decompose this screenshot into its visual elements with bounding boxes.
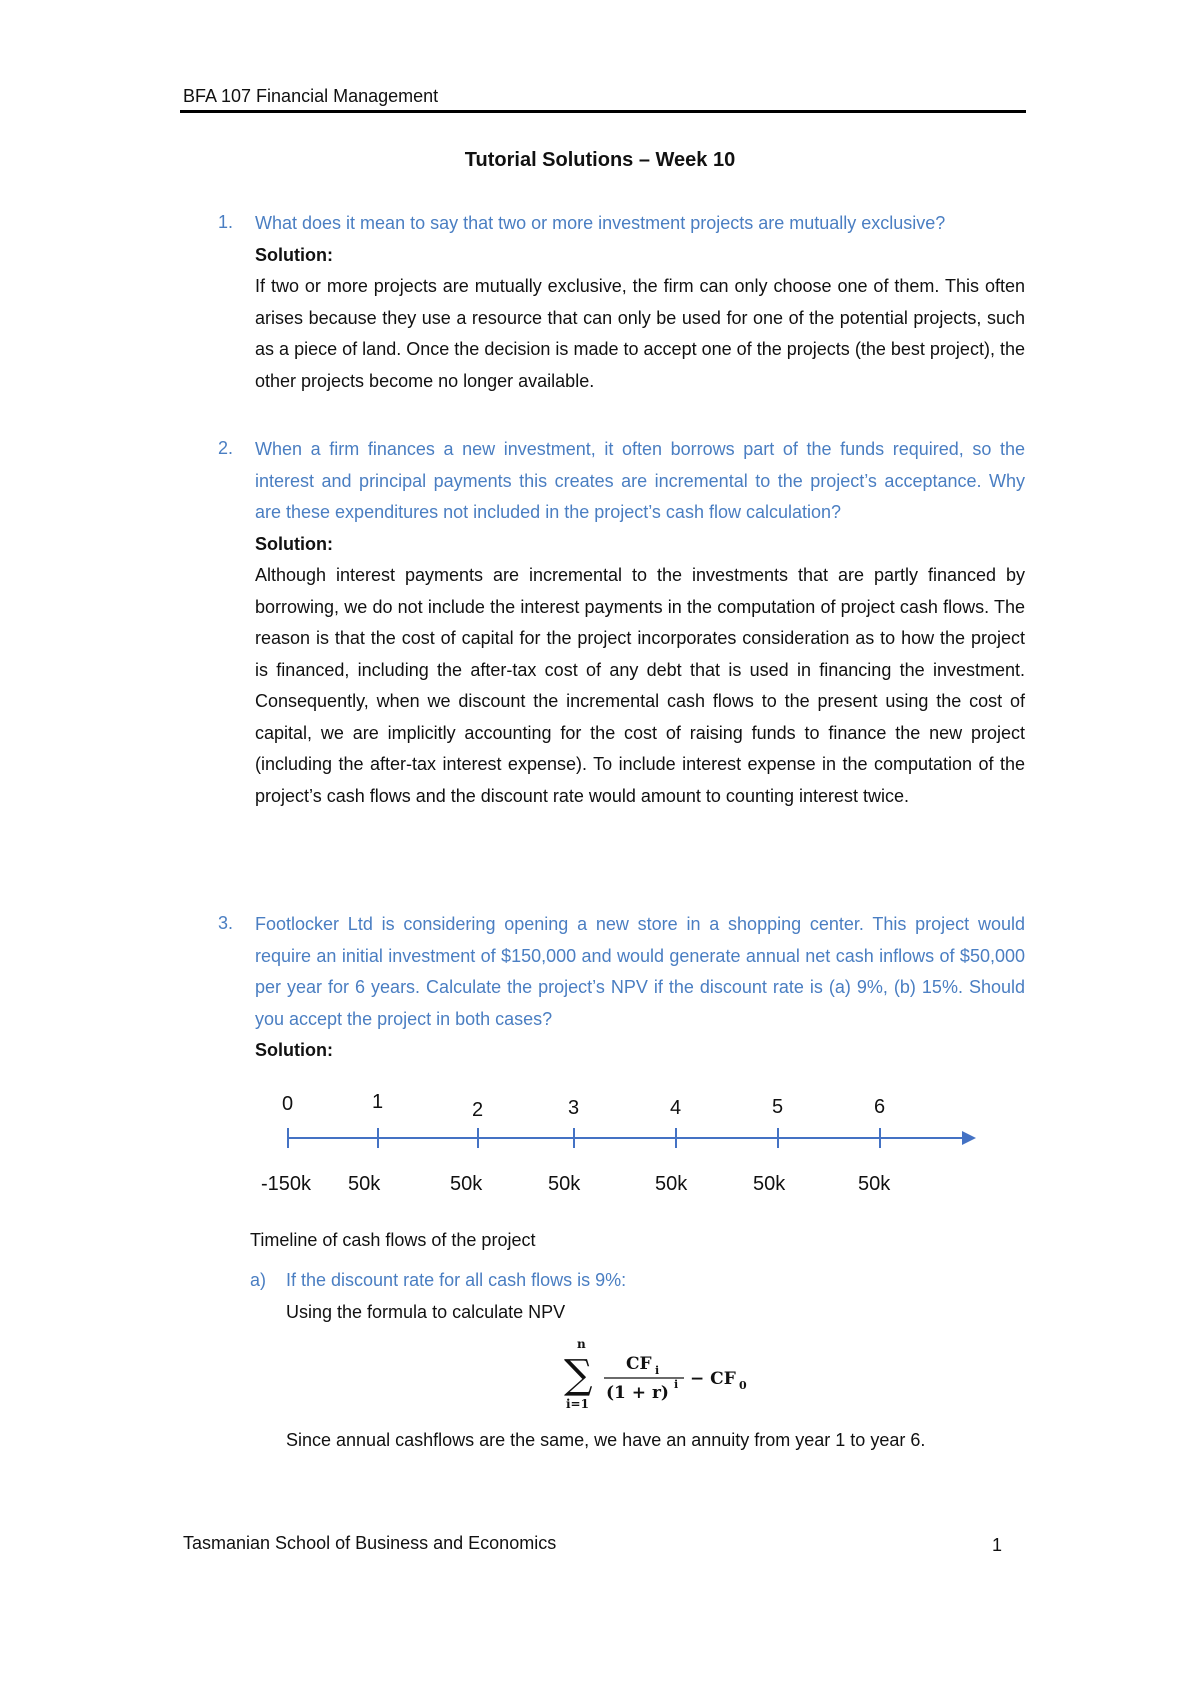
question-1-solution-label: Solution: <box>255 244 333 265</box>
formula-denominator: (1 + r) <box>606 1383 669 1403</box>
timeline-cashflow-6: 50k <box>858 1173 891 1195</box>
timeline-cashflow-0: -150k <box>261 1173 312 1195</box>
timeline-period-2: 2 <box>472 1099 484 1121</box>
timeline-period-1: 1 <box>372 1091 384 1113</box>
annuity-note: Since annual cashflows are the same, we have an annuity from year 1 to year 6. <box>286 1430 926 1450</box>
formula-minus-term: − CF <box>690 1369 736 1389</box>
formula-denominator-sup: i <box>674 1378 679 1391</box>
page-title: Tutorial Solutions – Week 10 <box>464 149 736 171</box>
timeline-period-3: 3 <box>568 1097 580 1119</box>
timeline-cashflow-4: 50k <box>655 1173 688 1195</box>
timeline-caption: Timeline of cash flows of the project <box>250 1230 536 1250</box>
part-a-question: If the discount rate for all cash flows is 9%: <box>286 1270 627 1290</box>
timeline-cashflow-5: 50k <box>753 1173 786 1195</box>
timeline-cashflow-1: 50k <box>348 1173 381 1195</box>
header-course-title: BFA 107 Financial Management <box>183 86 439 106</box>
question-2-block <box>255 434 1025 812</box>
header-divider <box>180 110 1026 113</box>
timeline-period-5: 5 <box>772 1096 784 1118</box>
question-2-solution-label: Solution: <box>255 533 333 554</box>
question-3-solution-label: Solution: <box>255 1040 333 1060</box>
question-3-number: 3. <box>218 913 234 933</box>
question-1-text: What does it mean to say that two or more investment projects are mutually exclusive? <box>255 213 946 233</box>
question-2-text: When a firm finances a new investment, it often borrows part of the funds required, so the interest and principal payments this creates are incremental to the project’s acceptance. Why are these expenditures not included in the project’s cash flow calculation? <box>255 439 1025 522</box>
sigma-symbol: ∑ <box>564 1352 593 1398</box>
timeline-cashflow-2: 50k <box>450 1173 483 1195</box>
timeline-period-0: 0 <box>282 1093 294 1115</box>
formula-numerator: CF <box>626 1354 652 1374</box>
sum-upper-limit: n <box>577 1337 586 1351</box>
question-3-block <box>255 909 1025 1067</box>
timeline-arrowhead <box>962 1131 976 1145</box>
footer-school: Tasmanian School of Business and Economics <box>183 1533 557 1553</box>
question-1-answer: If two or more projects are mutually exclusive, the firm can only choose one of them. This often arises because they use a resource that can only be used for one of the potential projects, such as a piece of land. Once the decision is made to accept one of the projects (the best project), the other projects become no longer available. <box>255 276 1025 391</box>
page-number: 1 <box>992 1535 1003 1555</box>
timeline-period-6: 6 <box>874 1096 886 1118</box>
formula-minus-sub: 0 <box>739 1379 747 1392</box>
question-1-number: 1. <box>218 212 234 232</box>
question-1-block <box>255 208 1025 397</box>
cashflow-timeline <box>240 1080 1000 1210</box>
timeline-period-4: 4 <box>670 1097 682 1119</box>
npv-formula <box>560 1336 760 1416</box>
part-a-label: a) <box>250 1270 267 1290</box>
question-2-number: 2. <box>218 438 234 458</box>
question-3-text: Footlocker Ltd is considering opening a new store in a shopping center. This project would require an initial investment of $150,000 and would generate annual net cash inflows of $50,000 per year for 6 years. Calculate the project’s NPV if the discount rate is (a) 9%, (b) 15%. Should you accept the project in both cases? <box>255 914 1025 1029</box>
formula-intro: Using the formula to calculate NPV <box>286 1302 566 1322</box>
formula-numerator-sub: i <box>655 1364 660 1377</box>
question-2-answer: Although interest payments are incremental to the investments that are partly financed by borrowing, we do not include the interest payments in the computation of project cash flows. The reason is that the cost of capital for the project incorporates consideration as to how the project is financed, including the after-tax cost of any debt that is used in financing the investment. Consequently, when we discount the incremental cash flows to the present using the cost of capital, we are implicitly accounting for the cost of raising funds to finance the new project (including the after-tax interest expense). To include interest expense in the computation of the project’s cash flows and the discount rate would amount to counting interest twice. <box>255 565 1025 806</box>
sum-lower-limit: i=1 <box>566 1397 589 1411</box>
timeline-cashflow-3: 50k <box>548 1173 581 1195</box>
